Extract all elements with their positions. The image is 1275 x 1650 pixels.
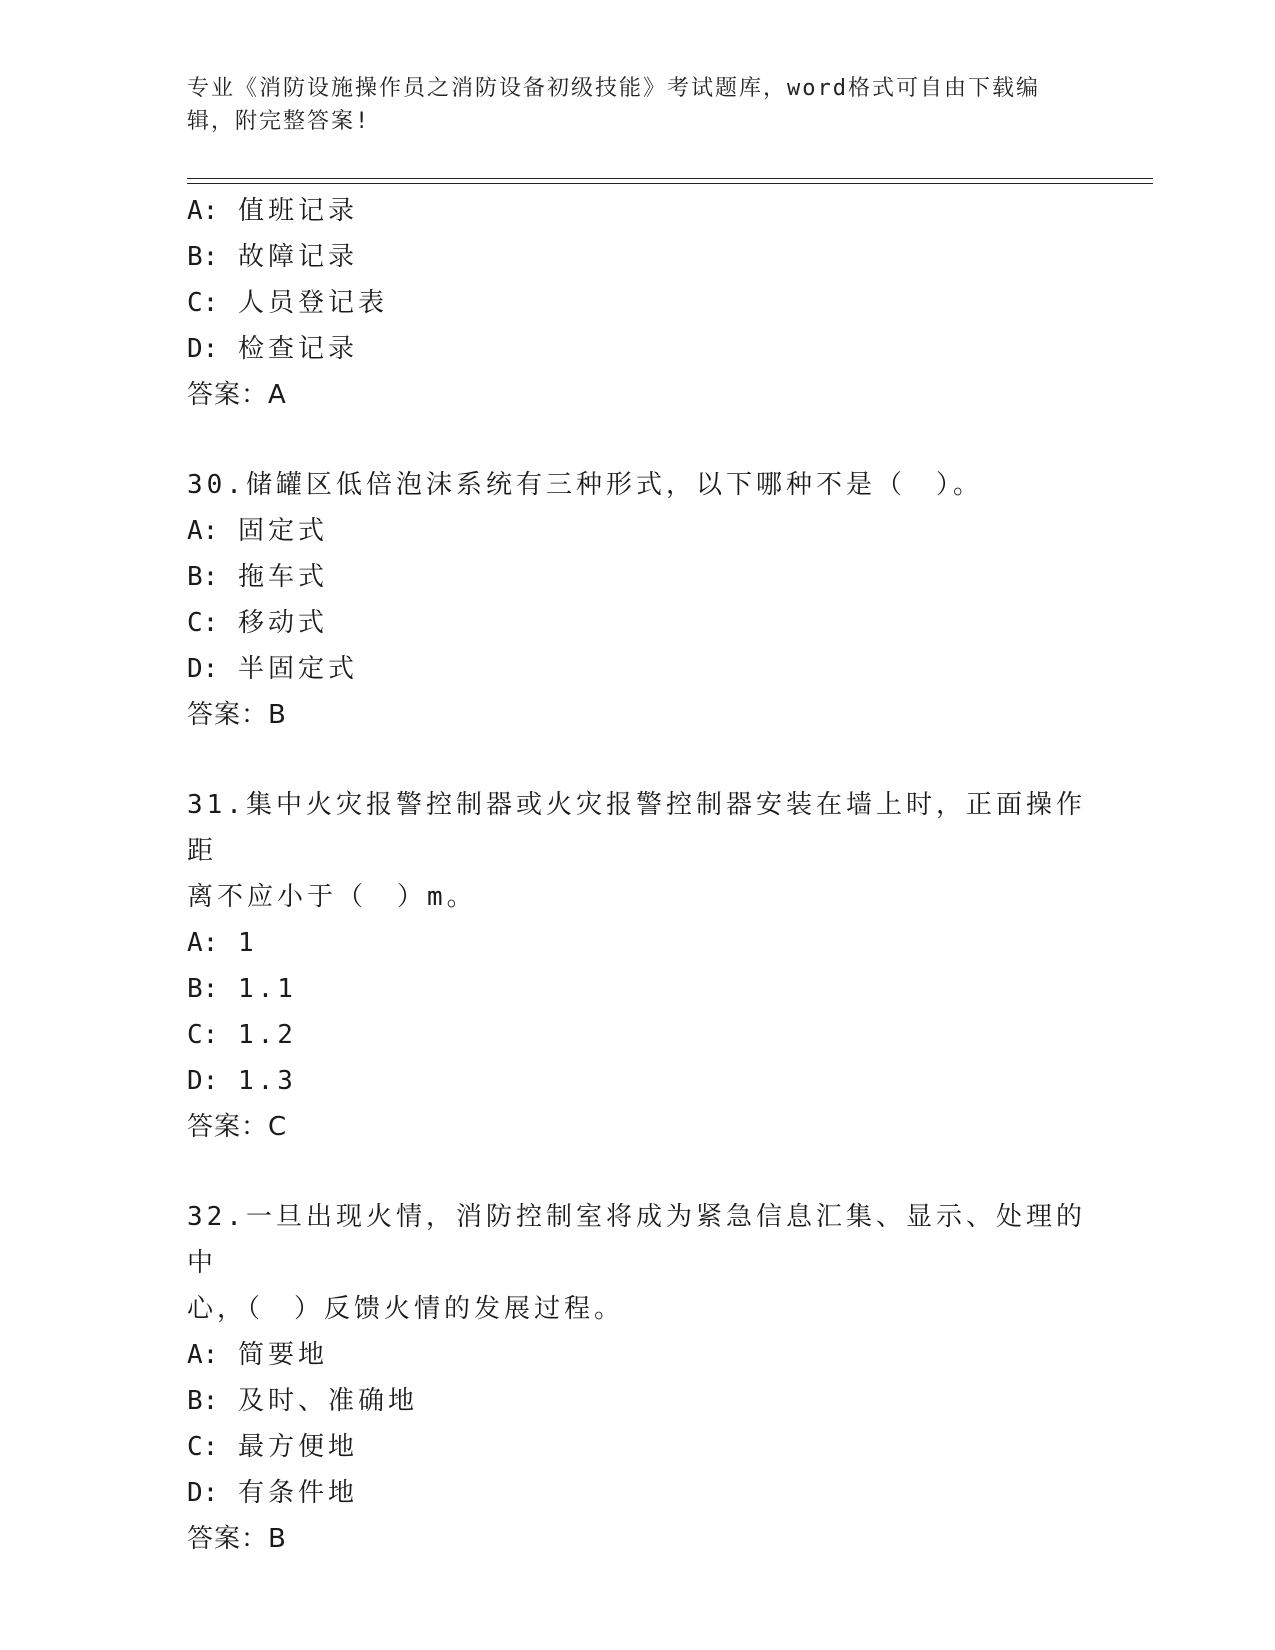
answer-line: 答案：B (187, 700, 287, 730)
option-text: 拖车式 (237, 562, 328, 592)
answer-line: 答案：C (187, 1112, 288, 1142)
option-text: 故障记录 (237, 242, 358, 272)
option-b (187, 554, 1087, 600)
question-text-line-1: 32.一旦出现火情，消防控制室将成为紧急信息汇集、显示、处理的中 (187, 1202, 1086, 1278)
option-label: C: (187, 288, 219, 318)
option-text: 最方便地 (237, 1432, 358, 1462)
question-text-line-2: 心，（ ）反馈火情的发展过程。 (187, 1294, 625, 1324)
option-text: 半固定式 (237, 654, 358, 684)
option-c (187, 1424, 1087, 1470)
question-block-prev (187, 188, 1087, 418)
option-b (187, 234, 1087, 280)
option-text: 固定式 (237, 516, 328, 546)
option-label: D: (187, 654, 219, 684)
option-c (187, 1012, 1087, 1058)
header-rule-top (187, 178, 1153, 179)
question-text-line-1: 31.集中火灾报警控制器或火灾报警控制器安装在墙上时，正面操作距 (187, 790, 1086, 866)
option-text: 及时、准确地 (237, 1386, 418, 1416)
option-label: C: (187, 1432, 219, 1462)
option-text: 1 (237, 928, 258, 958)
question-list (187, 188, 1087, 1562)
option-text: 检查记录 (237, 334, 358, 364)
option-d (187, 646, 1087, 692)
option-label: B: (187, 1386, 219, 1416)
question-text-line-2: 离不应小于（ ）m。 (187, 882, 477, 912)
question-block-30 (187, 462, 1087, 738)
spacer (187, 1150, 1087, 1194)
question-text: 30.储罐区低倍泡沫系统有三种形式，以下哪种不是（ ）。 (187, 470, 983, 500)
option-label: A: (187, 928, 219, 958)
option-label: D: (187, 1478, 219, 1508)
option-label: A: (187, 1340, 219, 1370)
option-label: A: (187, 516, 219, 546)
question-block-32 (187, 1194, 1087, 1562)
option-text: 1.2 (237, 1020, 297, 1050)
option-a (187, 920, 1087, 966)
option-a (187, 508, 1087, 554)
option-b (187, 966, 1087, 1012)
option-label: D: (187, 334, 219, 364)
option-text: 简要地 (237, 1340, 328, 1370)
spacer (187, 418, 1087, 462)
option-text: 1.3 (237, 1066, 297, 1096)
option-text: 值班记录 (237, 196, 358, 226)
option-text: 移动式 (237, 608, 328, 638)
header-rule-bottom (187, 183, 1153, 184)
option-text: 1.1 (237, 974, 297, 1004)
option-a (187, 1332, 1087, 1378)
option-b (187, 1378, 1087, 1424)
option-c (187, 600, 1087, 646)
option-d (187, 326, 1087, 372)
document-header: 专业《消防设施操作员之消防设备初级技能》考试题库，word格式可自由下载编辑，附完整答案! (187, 76, 1040, 134)
option-label: C: (187, 1020, 219, 1050)
option-c (187, 280, 1087, 326)
option-d (187, 1470, 1087, 1516)
question-block-31 (187, 782, 1087, 1150)
answer-line: 答案：B (187, 1524, 287, 1554)
option-label: C: (187, 608, 219, 638)
answer-line: 答案：A (187, 380, 287, 410)
option-d (187, 1058, 1087, 1104)
option-a (187, 188, 1087, 234)
option-label: B: (187, 242, 219, 272)
option-label: B: (187, 974, 219, 1004)
option-text: 有条件地 (237, 1478, 358, 1508)
spacer (187, 738, 1087, 782)
option-label: A: (187, 196, 219, 226)
option-label: B: (187, 562, 219, 592)
option-label: D: (187, 1066, 219, 1096)
option-text: 人员登记表 (237, 288, 388, 318)
